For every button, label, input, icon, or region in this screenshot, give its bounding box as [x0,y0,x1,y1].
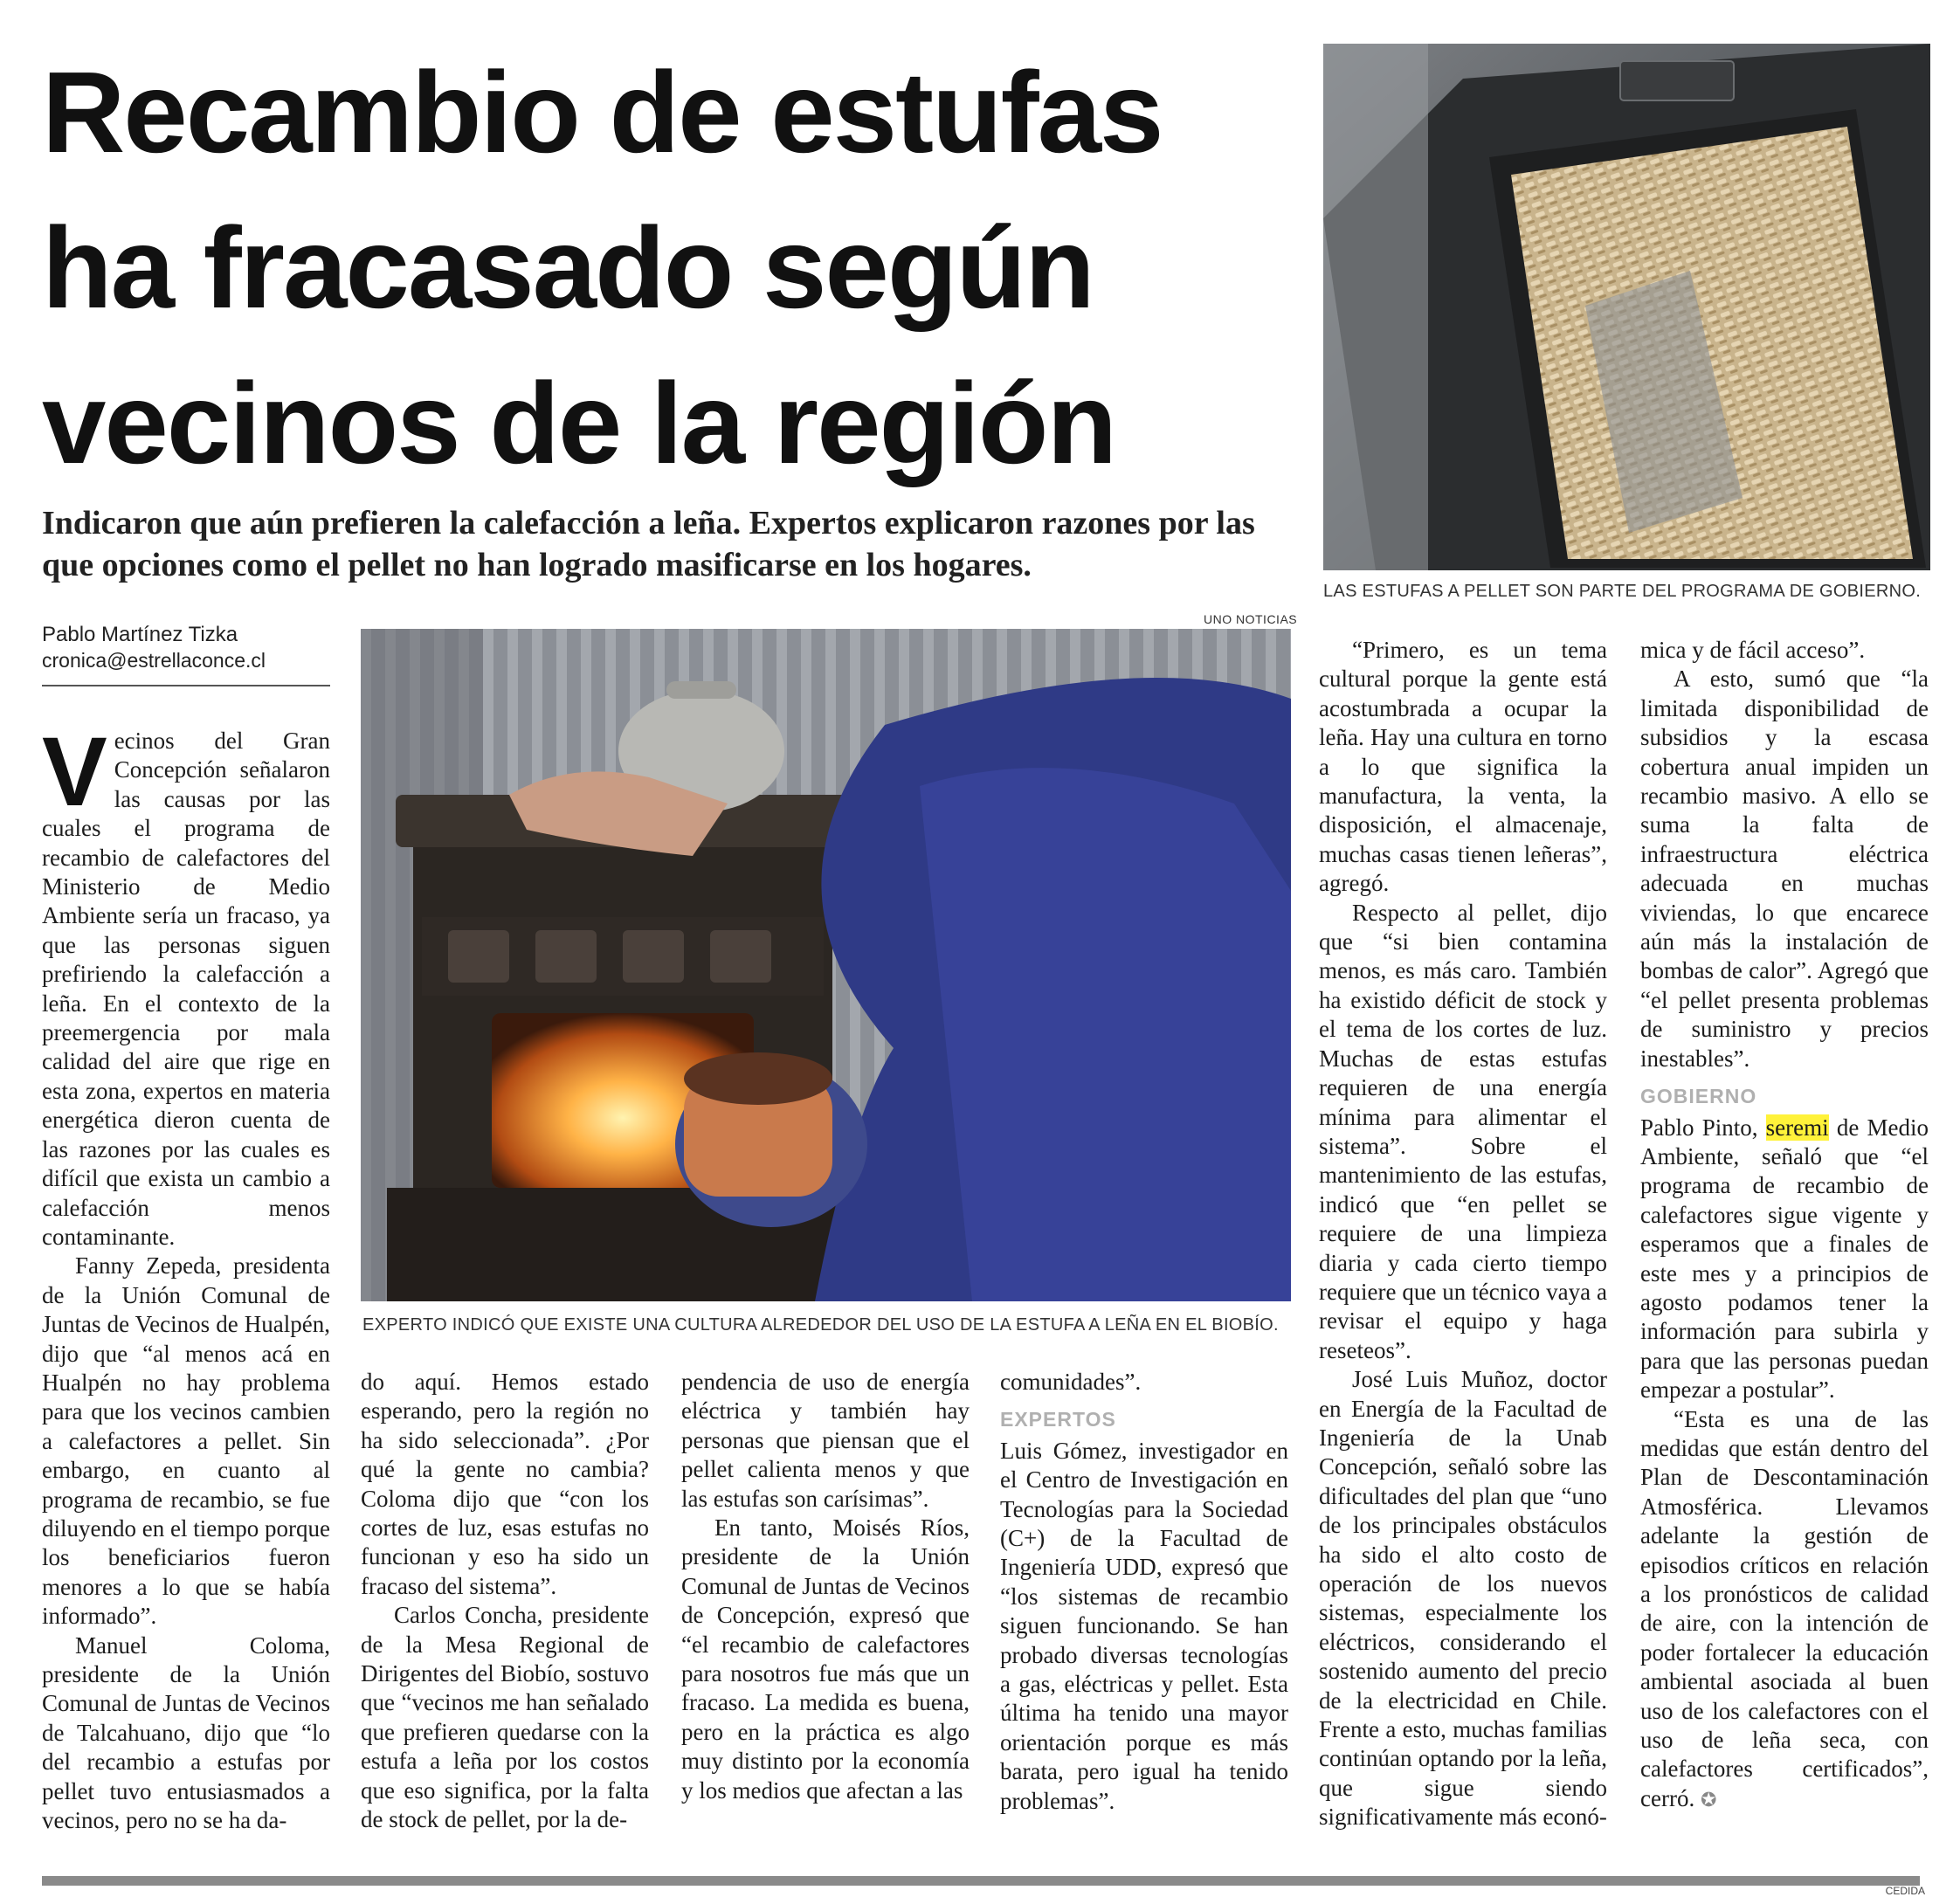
paragraph-3: Manuel Coloma, presidente de la Unión Comunal de Juntas de Vecinos de Talcahuano, dijo que “lo del recambio a estufas por pellet tuvo entusiasmados a vecinos, pero no se ha da- [42,1631,330,1834]
byline-divider [42,685,330,686]
byline-name: Pablo Martínez Tizka [42,623,238,646]
paragraph-8: Respecto al pellet, dijo que “si bien contamina menos, es más caro. También ha existido déficit de stock y el tema de los cortes de luz. Muchas de estas estufas requieren de una energía mínima para alimentar el sistema”. Sobre el mantenimiento de las estufas, indicó que “en pellet se requiere de una limpieza diaria y cada cierto tiempo requiere que un técnico vaya a revisar el equipo y haga reseteos”. [1319,899,1607,1363]
paragraph-5: En tanto, Moisés Ríos, presidente de la Unión Comunal de Juntas de Vecinos de Concepción, expresó que “el recambio de calefactores para nosotros fue más que un fracaso. La medida es buena, pero en la práctica es algo muy distinto por la economía y los medios que afectan a las [681,1514,970,1804]
paragraph-2: Fanny Zepeda, presidenta de la Unión Comunal de Juntas de Vecinos de Hualpén, dijo que “al menos acá en Hualpén no hay problema para que los vecinos cambien a calefactores a pellet. Sin embargo, en cuanto al programa de recambio, se fue diluyendo en el tiempo porque los beneficiarios fueron menores a lo que se había informado”. [42,1252,330,1630]
main-photo-credit: UNO NOTICIAS [1204,612,1298,626]
deck: Indicaron que aún prefieren la calefacción a leña. Expertos explicaron razones por las que opciones como el pellet no han logrado masificarse en los hogares. [42,505,1255,583]
column-3 [681,1368,970,1805]
column-4 [1000,1368,1288,1816]
wood-stove-photo [361,629,1291,1301]
paragraph-12 [1640,1405,1929,1815]
byline-email[interactable]: cronica@estrellaconce.cl [42,649,266,672]
paragraph-6: Luis Gómez, investigador en el Centro de Investigación en Tecnologías para la Sociedad (C+) de la Facultad de Ingeniería UDD, expresó que “los sistemas de recambio siguen funcionando. Se han probado diversas tecnologías a gas, eléctricas y pellet. Esta última ha tenido una mayor orientación porque es más barata, pero igual ha tenido problemas”. [1000,1437,1288,1814]
paragraph-11 [1640,1114,1929,1405]
column-5 [1319,636,1607,1832]
column-1 [42,717,330,1835]
paragraph-11-start: Pablo Pinto, [1640,1114,1766,1141]
headline: Recambio de estufas ha fracasado según vecinos de la región [42,48,1163,487]
paragraph-3-cont: do aquí. Hemos estado esperando, pero la región no ha sido seleccionada”. ¿Por qué la gente no cambia? Coloma dijo que “con los cortes de luz, esas estufas no funcionan y eso ha sido un fracaso del sistema”. [361,1369,649,1599]
bottom-rule [42,1876,1920,1886]
paragraph-11-end: de Medio Ambiente, señaló que “el programa de recambio de calefactores sigue vigente y esperamos que a finales de este mes y a principios de agosto podamos tener la información para subirla y para que las personas puedan empezar a postular”. [1640,1114,1929,1404]
paragraph-1: ecinos del Gran Concepción señalaron las causas por las cuales el programa de recambio de calefactores del Ministerio de Medio Ambiente sería un fracaso, ya que las personas siguen prefiriendo la calefacción a leña. En el contexto de la preemergencia por mala calidad del aire que rige en esta zona, expertos en materia energética dieron cuenta de las razones por las cuales es difícil que exista un cambio a calefacción menos contaminante. [42,728,330,1250]
dropcap: V [42,717,107,826]
pellet-stove-photo [1323,44,1930,570]
paragraph-12-text: “Esta es una de las medidas que están dentro del Plan de Descontaminación Atmosférica. Llevamos adelante la gestión de episodios críticos en relación a los pronósticos de calidad de aire, con la intención de poder fortalecer la educación ambiental asociada al buen uso de los calefactores con el uso de leña seca, con calefactores certificados”, cerró. [1640,1405,1929,1811]
footer-credit: CEDIDA [1885,1885,1925,1897]
end-mark-icon: ✪ [1700,1788,1717,1811]
subhead-gobierno: GOBIERNO [1640,1085,1757,1108]
paragraph-9-cont: mica y de fácil acceso”. [1640,637,1866,663]
paragraph-4-cont: pendencia de uso de energía eléctrica y también hay personas que piensan que el pellet calienta menos y que las estufas son carísimas”. [681,1369,970,1512]
column-2 [361,1368,649,1835]
column-6 [1640,636,1929,1814]
highlighted-word: seremi [1765,1114,1829,1141]
main-photo-caption: EXPERTO INDICÓ QUE EXISTE UNA CULTURA ALREDEDOR DEL USO DE LA ESTUFA A LEÑA EN EL BIOBÍO. [362,1315,1279,1335]
subhead-expertos: EXPERTOS [1000,1408,1116,1431]
paragraph-7: “Primero, es un tema cultural porque la gente está acostumbrada a ocupar la leña. Hay una cultura en torno a lo que significa la manufactura, la venta, la disposición, el almacenaje, muchas casas tienen leñeras”, agregó. [1319,637,1607,897]
paragraph-4: Carlos Concha, presidente de la Mesa Regional de Dirigentes del Biobío, sostuvo que “vecinos me han señalado que prefieren quedarse con la estufa a leña por los costos que eso significa, por la falta de stock de pellet, por la de- [361,1602,649,1833]
paragraph-9: José Luis Muñoz, doctor en Energía de la Facultad de Ingeniería de la Unab Concepción, señaló sobre las dificultades del plan que “uno de los principales obstáculos ha sido el alto costo de operación de los nuevos sistemas, especialmente los eléctricos, considerando el sostenido aumento del precio de la electricidad en Chile. Frente a esto, muchas familias continúan optando por la leña, que sigue siendo significativamente más econó- [1319,1366,1607,1831]
pellet-photo-caption: LAS ESTUFAS A PELLET SON PARTE DEL PROGRAMA DE GOBIERNO. [1323,582,1922,601]
paragraph-5-cont: comunidades”. [1000,1369,1142,1395]
paragraph-10: A esto, sumó que “la limitada disponibilidad de subsidios y la escasa cobertura anual impiden un recambio masivo. A ello se suma la falta de infraestructura eléctrica adecuada en muchas viviendas, lo que encarece aún más la instalación de bombas de calor”. Agregó que “el pellet presenta problemas de suministro y precios inestables”. [1640,666,1929,1072]
